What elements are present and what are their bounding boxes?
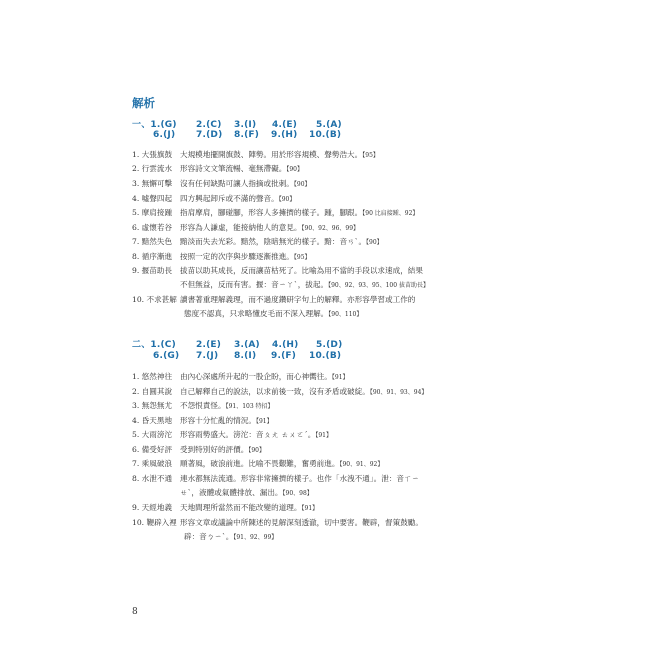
answer: 10.(B) [309,351,342,361]
definition-continuation [180,280,429,291]
definition-continuation [184,532,277,543]
answer: 8.(F) [234,130,260,140]
idiom-definition: ㄝˋ，液體或氣體排放、漏出。 [180,488,283,497]
answer: 10.(B) [309,130,342,140]
idiom-definition: 指肩摩肩，腳碰腳，形容人多擁擠的樣子。踵，腳跟。 [180,208,363,217]
explanation-item [132,430,332,441]
answer: 一、1.(G) [132,120,177,130]
idiom-definition: 四方興起卸斥或不滿的聲音。 [180,194,279,203]
idiom-definition: 不但無益，反而有害。揠：音ㄧㄚˋ，拔起。 [180,280,329,289]
explanation-item [132,401,274,412]
idiom-term: 2. 行雲流水 [132,164,173,173]
answer: 6.(J) [153,130,176,140]
explanation-item [132,164,303,175]
idiom-term: 4. 噓聲四起 [132,194,173,203]
explanation-item [132,237,383,248]
idiom-definition: 由內心深處所升起的一股企盼，而心神嚮往。 [180,372,332,381]
idiom-definition: 辟：音ㄅㄧˋ。 [184,532,234,541]
idiom-term: 7. 黯然失色 [132,237,173,246]
idiom-term: 1. 大張旗鼓 [132,150,173,159]
answer: 7.(J) [196,351,219,361]
idiom-definition: 按照一定的次序與步驟逐漸推進。 [180,252,294,261]
explanation-item [132,252,311,263]
idiom-term: 8. 水泄不通 [132,474,173,483]
explanation-item [132,295,415,305]
definition-continuation [184,309,362,320]
exam-reference: 【90】 [278,196,296,203]
idiom-term: 5. 大雨滂沱 [132,430,173,439]
explanation-item [132,372,349,383]
answer: 5.(A) [316,120,342,130]
explanation-item [132,194,295,205]
idiom-definition: 連水都無法流通。形容非常擁擠的樣子。也作「水洩不通」。泄：音ㄒㄧ [180,474,420,483]
exam-reference: 【90、92、93、95、100 拔苗助長】 [328,282,429,289]
idiom-term: 7. 乘風破浪 [132,459,173,468]
section-heading: 解析 [132,96,155,110]
idiom-term: 10. 不求甚解 [132,295,177,304]
idiom-term: 9. 天經地義 [132,503,173,512]
idiom-definition: 順著風，破浪前進。比喻不畏艱難，奮勇前進。 [180,459,340,468]
exam-reference: 【95】 [362,152,379,159]
exam-reference: 【95】 [293,254,311,261]
idiom-term: 8. 循序漸進 [132,252,173,261]
explanation-item [132,416,273,427]
explanation-item [132,474,419,484]
exam-reference: 【90 比肩接踵、92】 [362,210,419,217]
idiom-definition: 形容雨勢盛大。滂沱：音ㄆㄤ ㄊㄨㄛˊ。 [180,430,316,439]
answer-row-1-1 [132,117,342,130]
idiom-definition: 不怨恨責怪。 [180,401,226,410]
idiom-term: 10. 鞭辟入裡 [132,518,177,527]
explanation-item [132,445,265,456]
page-number: 8 [132,607,138,617]
idiom-term: 5. 摩肩接踵 [132,208,173,217]
idiom-definition: 形容為人謙虛，能接納他人的意見。 [180,223,302,232]
answer: 3.(A) [234,340,260,350]
explanation-item [132,518,423,528]
idiom-definition: 受到特別好的評價。 [180,445,249,454]
idiom-term: 3. 無怨無尤 [132,401,173,410]
idiom-definition: 態度不認真，只求略懂皮毛而不深入理解。 [184,309,329,318]
idiom-definition: 形容十分忙亂的情況。 [180,416,256,425]
answer: 6.(G) [153,351,180,361]
answer: 2.(E) [196,340,222,350]
idiom-definition: 形容文章或議論中所陳述的見解深刻透澈，切中要害。鞭辟，督策鼓勵。 [180,518,423,527]
answer: 4.(H) [272,340,299,350]
idiom-term: 1. 悠然神往 [132,372,173,381]
idiom-definition: 天地間理所當然而不能改變的道理。 [180,503,302,512]
answer: 二、1.(C) [132,340,176,350]
explanation-item [132,459,383,470]
explanation-item [132,223,359,234]
idiom-definition: 拔苗以助其成長，反而讓苗枯死了。比喻為用不當的手段以求速成，結果 [180,266,423,275]
answer-row-2-2 [153,351,341,361]
exam-reference: 【90】 [366,239,383,246]
idiom-term: 3. 無懈可擊 [132,179,173,188]
idiom-term: 6. 虛懷若谷 [132,223,173,232]
explanation-item [132,387,427,398]
idiom-term: 9. 揠苗助長 [132,266,173,275]
answer: 2.(C) [196,120,222,130]
idiom-definition: 讀書著重理解義理，而不過度鑽研字句上的解釋。亦形容學習或工作的 [180,295,416,304]
exam-reference: 【91】 [331,374,349,381]
exam-reference: 【91】 [255,418,273,425]
answer: 8.(I) [234,351,257,361]
answer: 5.(D) [316,340,343,350]
idiom-definition: 大規模地擺開旗鼓、陣勢。用於形容規模、聲勢浩大。 [180,150,363,159]
explanation-item [132,208,418,219]
exam-reference: 【90】 [248,447,265,454]
explanation-item [132,150,379,161]
answer-row-1-2 [153,130,341,140]
answer: 3.(I) [234,120,257,130]
exam-reference: 【91】 [301,505,319,512]
idiom-term: 2. 自圓其說 [132,387,173,396]
definition-continuation [180,488,313,499]
idiom-term: 6. 備受好評 [132,445,173,454]
idiom-definition: 形容詩文文筆流暢、毫無滯礙。 [180,164,287,173]
exam-reference: 【90、92、96、99】 [301,225,360,232]
exam-reference: 【90、91、93、94】 [369,389,428,396]
exam-reference: 【91、92、99】 [233,534,278,541]
answer: 7.(D) [196,130,223,140]
answer: 9.(F) [271,351,297,361]
exam-reference: 【90、98】 [282,490,313,497]
exam-reference: 【91、103 特招】 [225,403,274,410]
idiom-term: 4. 昏天黑地 [132,416,173,425]
exam-reference: 【90】 [293,181,311,188]
exam-reference: 【91】 [315,432,332,439]
exam-reference: 【90、91、92】 [339,461,384,468]
exam-reference: 【90】 [286,166,303,173]
explanation-item [132,503,318,514]
explanation-item [132,266,423,276]
answer: 4.(E) [272,120,298,130]
exam-reference: 【90、110】 [328,311,363,318]
idiom-definition: 沒有任何缺點可讓人指摘或批刺。 [180,179,294,188]
idiom-definition: 自己解釋自己的說法，以求前後一致，沒有矛盾或破綻。 [180,387,370,396]
idiom-definition: 黯淡而失去光彩。黯然，陰暗無光的樣子。黯：音ㄢˋ。 [180,237,367,246]
answer-row-2-1 [132,337,342,350]
answer: 9.(H) [271,130,298,140]
explanation-item [132,179,311,190]
